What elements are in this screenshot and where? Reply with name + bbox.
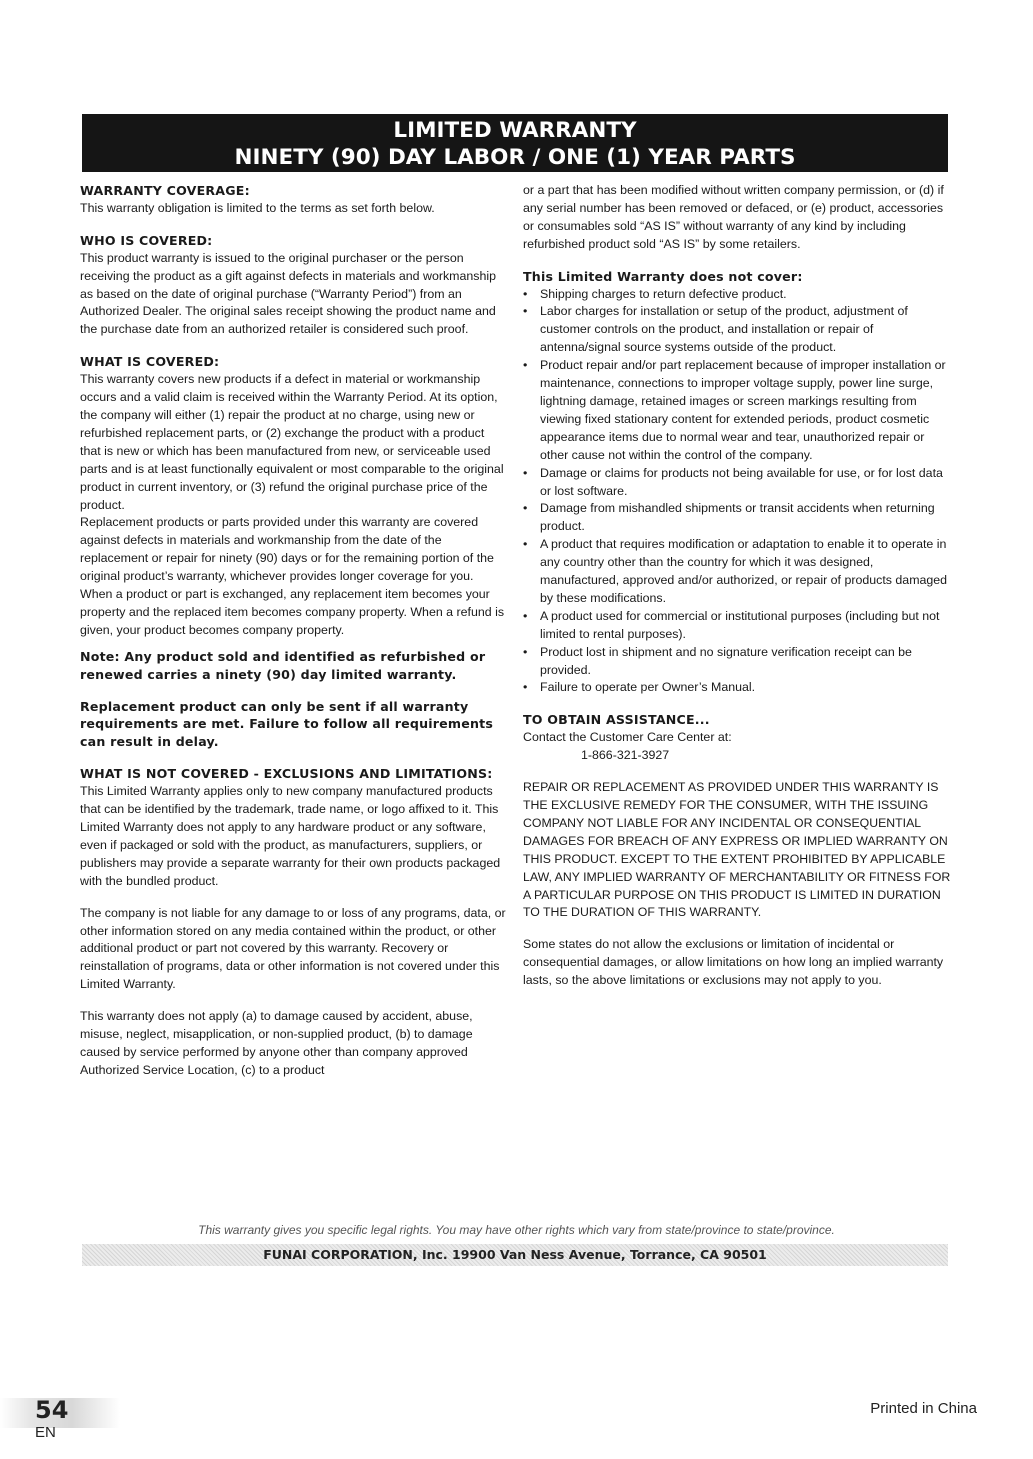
phone-number: 1-866-321-3927 [581,748,670,763]
paragraph-what-1: This warranty covers new products if a defect in material or workmanship occurs and a valid claim is received within the Warranty Period. At its option, the company will either (1) repair the product at no charge, using new or refurbished replacement parts, or (2) exchange the product with a product that is new or which has been manufactured from new, or serviceable used parts and is at least functionally equivalent or most comparable to the original product in current inventory, or (3) refund the original purchase price of the product. [80,372,504,512]
heading-warranty-coverage: WARRANTY COVERAGE: [80,183,250,198]
heading-obtain-assistance: TO OBTAIN ASSISTANCE... [523,712,710,728]
company-address-bar: FUNAI CORPORATION, Inc. 19900 Van Ness Avenue, Torrance, CA 90501 [82,1244,948,1266]
list-item: • Damage from mishandled shipments or transit accidents when returning product. [523,500,955,536]
heading-does-not-cover: This Limited Warranty does not cover: [523,268,803,284]
header-title: LIMITED WARRANTY [393,118,637,143]
right-column [523,182,955,990]
page-number-badge [0,1398,120,1428]
list-item: • Damage or claims for products not being available for use, or for lost data or lost software. [523,465,955,501]
language-code: EN [35,1424,56,1441]
legal-rights-note: This warranty gives you specific legal rights. You may have other rights which vary from state/province to state/province. [198,1223,835,1237]
paragraph-not-3: This warranty does not apply (a) to damage caused by accident, abuse, misuse, neglect, misapplication, or non-supplied product, (b) to damage caused by service performed by anyone other than company approved Authorized Service Location, (c) to a product [80,1009,473,1077]
paragraph-continued: or a part that has been modified without written company permission, or (d) if any serial number has been removed or defaced, or (e) product, accessories or consumables sold “AS IS” without warranty of any kind by including refurbished product sold “AS IS” by some retailers. [523,183,944,251]
paragraph-who: This product warranty is issued to the original purchaser or the person receiving the product as a gift against defects in materials and workmanship as based on the date of original purchase (“Warranty Period”) from an Authorized Dealer. The original sales receipt showing the product name and the purchase date from an authorized retailer is considered such proof. [80,250,496,337]
list-item: • Labor charges for installation or setup of the product, adjustment of customer controls on the product, and installation or repair of antenna/signal source systems outside of the product. [523,303,955,357]
heading-not-covered: WHAT IS NOT COVERED - EXCLUSIONS AND LIMITATIONS: [80,766,493,782]
list-item: • A product used for commercial or institutional purposes (including but not limited to rental purposes). [523,608,955,644]
paragraph-coverage: This warranty obligation is limited to the terms as set forth below. [80,200,435,215]
warranty-header [82,114,948,172]
list-item: • Shipping charges to return defective product. [523,286,955,304]
exclusions-list [523,286,955,698]
paragraph-not-2: The company is not liable for any damage to or loss of any programs, data, or other information stored on any media contained within the product, or other additional product or part not covered by this warranty. Recovery or reinstallation of programs, data or other information is not covered under this Limited Warranty. [80,905,506,992]
header-subtitle: NINETY (90) DAY LABOR / ONE (1) YEAR PARTS [234,145,796,170]
heading-who-covered: WHO IS COVERED: [80,232,213,248]
left-column [80,182,506,1080]
page-number: 54 [35,1396,69,1424]
list-item: • Product repair and/or part replacement because of improper installation or maintenance, connections to improper voltage supply, power line surge, lightning damage, retained images or screen markings resulting from viewing fixed stationary content for extended periods, product cosmetic appearance items due to normal wear and tear, unauthorized repair or other cause not within the control of the company. [523,357,955,464]
paragraph-what-2: Replacement products or parts provided under this warranty are covered against defects in materials and workmanship from the date of the replacement or repair for ninety (90) days or for the remaining portion of the original product’s warranty, whichever provides longer coverage for you. When a product or part is exchanged, any replacement item becomes your property and the replaced item becomes company property. When a refund is given, your product becomes company property. [80,515,505,637]
list-item: • Failure to operate per Owner’s Manual. [523,679,955,697]
note-refurbished: Note: Any product sold and identified as refurbished or renewed carries a ninety (90) day limited warranty. [80,648,486,682]
paragraph-not-1: This Limited Warranty applies only to new company manufactured products that can be identified by the trademark, trade name, or logo affixed to it. This Limited Warranty does not apply to any hardware product or any software, even if packaged or sold with the product, as manufacturers, suppliers, or publishers may provide a separate warranty for their own products packaged with the bundled product. [80,784,501,888]
heading-what-covered: WHAT IS COVERED: [80,354,220,370]
paragraph-remedy-caps: REPAIR OR REPLACEMENT AS PROVIDED UNDER THIS WARRANTY IS THE EXCLUSIVE REMEDY FOR THE CONSUMER, WITH THE ISSUING COMPANY NOT LIABLE FOR ANY INCIDENTAL OR CONSEQUENTIAL DAMAGES FOR BREACH OF ANY EXPRESS OR IMPLIED WARRANTY ON THIS PRODUCT. EXCEPT TO THE EXTENT PROHIBITED BY APPLICABLE LAW, ANY IMPLIED WARRANTY OF MERCHANTABILITY OR FITNESS FOR A PARTICULAR PURPOSE ON THIS PRODUCT IS LIMITED IN DURATION TO THE DURATION OF THIS WARRANTY. [523,780,951,920]
paragraph-contact: Contact the Customer Care Center at: [523,730,732,745]
note-replacement: Replacement product can only be sent if all warranty requirements are met. Failure to follow all requirements can result in delay. [80,698,494,750]
printed-in: Printed in China [870,1400,977,1417]
list-item: • A product that requires modification or adaptation to enable it to operate in any country other than the country for which it was designed, manufactured, approved and/or authorized, or repair of products damaged by these modifications. [523,536,955,608]
list-item: • Product lost in shipment and no signature verification receipt can be provided. [523,644,955,680]
paragraph-states: Some states do not allow the exclusions or limitation of incidental or consequential damages, or allow limitations on how long an implied warranty lasts, so the above limitations or exclusions may not apply to you. [523,937,944,988]
